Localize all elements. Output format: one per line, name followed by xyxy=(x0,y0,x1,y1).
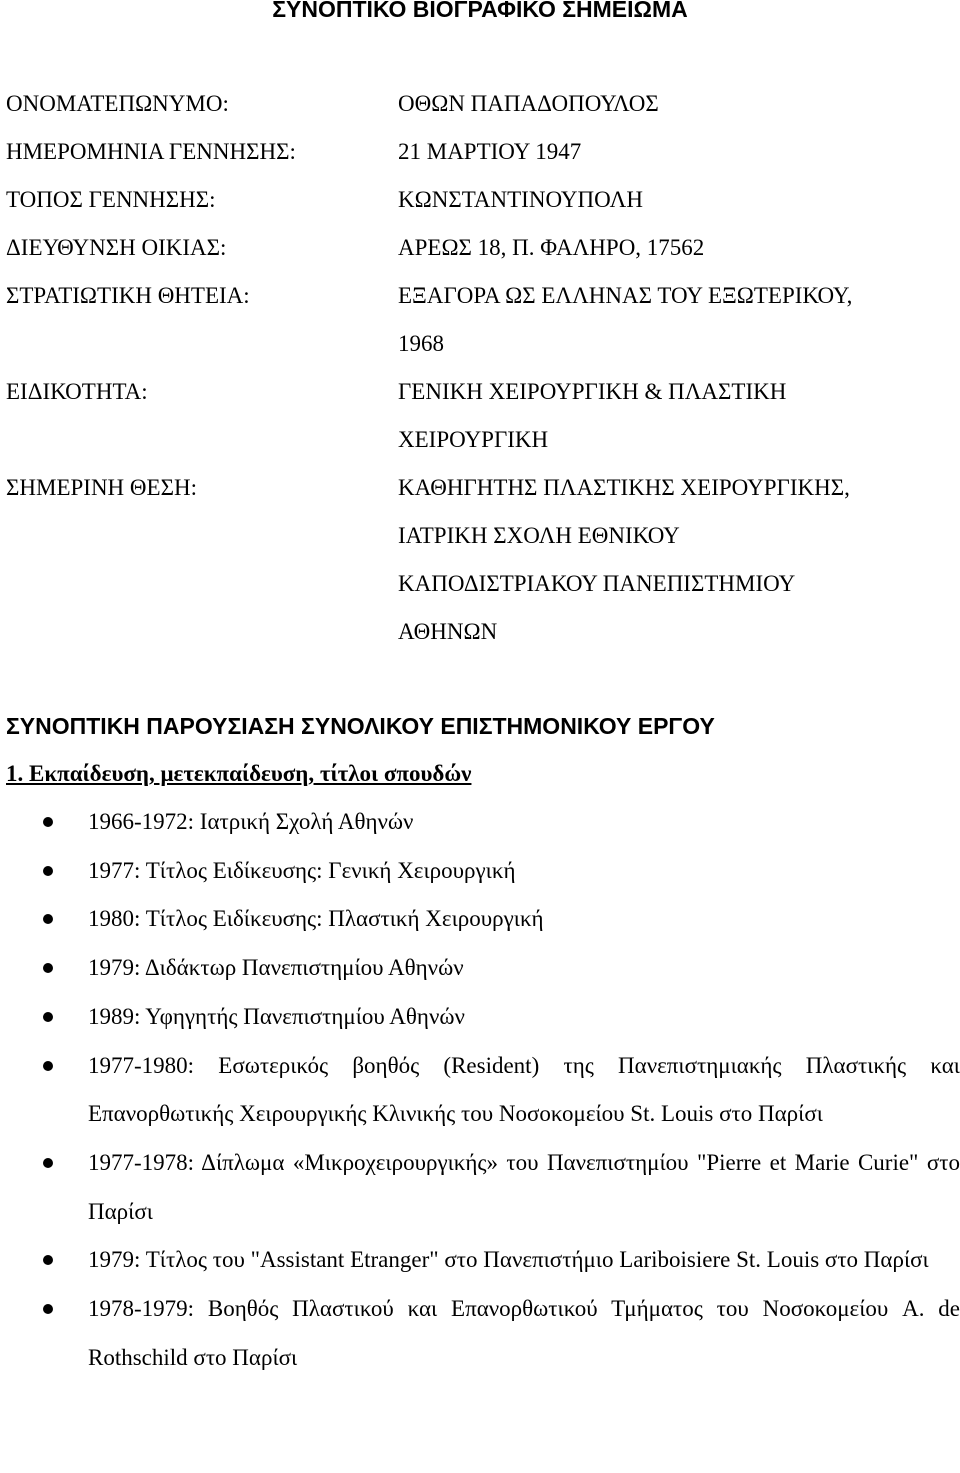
list-item-text: 1989: Υφηγητής Πανεπιστημίου Αθηνών xyxy=(88,1003,465,1029)
info-value xyxy=(398,368,958,464)
info-value-line: ΕΞΑΓΟΡΑ ΩΣ ΕΛΛΗΝΑΣ ΤΟΥ ΕΞΩΤΕΡΙΚΟΥ, xyxy=(398,283,853,308)
info-value xyxy=(398,128,958,176)
list-item xyxy=(0,1042,960,1139)
info-value-line: ΑΘΗΝΩΝ xyxy=(398,619,498,644)
bullet-icon xyxy=(43,1012,53,1022)
education-list xyxy=(0,798,960,1382)
info-value-line: ΧΕΙΡΟΥΡΓΙΚΗ xyxy=(398,427,549,452)
bullet-icon xyxy=(43,1061,53,1071)
bullet-icon xyxy=(43,914,53,924)
list-item-text: 1977-1980: Εσωτερικός βοηθός (Resident) της Πανεπιστημιακής Πλαστικής και Επανορθωτικής Χειρουργικής Κλινικής του Νοσοκομείου St. Louis στο Παρίσι xyxy=(88,1052,960,1127)
info-value-line: ΚΑΠΟΔΙΣΤΡΙΑΚΟΥ ΠΑΝΕΠΙΣΤΗΜΙΟΥ xyxy=(398,571,796,596)
info-label: ΔΙΕΥΘΥΝΣΗ ΟΙΚΙΑΣ: xyxy=(6,235,227,260)
list-item xyxy=(0,1285,960,1382)
bullet-icon xyxy=(43,817,53,827)
info-label: ΕΙΔΙΚΟΤΗΤΑ: xyxy=(6,379,148,404)
list-item xyxy=(0,847,960,896)
info-label: ΟΝΟΜΑΤΕΠΩΝΥΜΟ: xyxy=(6,91,229,116)
info-value-line: 1968 xyxy=(398,331,444,356)
info-value xyxy=(398,272,958,368)
bullet-icon xyxy=(43,963,53,973)
info-value-line: ΟΘΩΝ ΠΑΠΑΔΟΠΟΥΛΟΣ xyxy=(398,91,659,116)
subsection-title: 1. Εκπαίδευση, μετεκπαίδευση, τίτλοι σπουδών xyxy=(6,761,472,786)
info-value-line: ΑΡΕΩΣ 18, Π. ΦΑΛΗΡΟ, 17562 xyxy=(398,235,705,260)
info-label: ΤΟΠΟΣ ΓΕΝΝΗΣΗΣ: xyxy=(6,187,216,212)
info-value xyxy=(398,176,958,224)
list-item-text: 1977-1978: Δίπλωμα «Μικροχειρουργικής» του Πανεπιστημίου "Pierre et Marie Curie" στο Παρίσι xyxy=(88,1149,960,1224)
info-value xyxy=(398,80,958,128)
bullet-icon xyxy=(43,1255,53,1265)
list-item xyxy=(0,993,960,1042)
document-title: ΣΥΝΟΠΤΙΚΟ ΒΙΟΓΡΑΦΙΚΟ ΣΗΜΕΙΩΜΑ xyxy=(272,0,688,22)
info-value-line: ΚΑΘΗΓΗΤΗΣ ΠΛΑΣΤΙΚΗΣ ΧΕΙΡΟΥΡΓΙΚΗΣ, xyxy=(398,475,850,500)
list-item xyxy=(0,1236,960,1285)
list-item xyxy=(0,895,960,944)
bullet-icon xyxy=(43,1158,53,1168)
list-item-text: 1966-1972: Ιατρική Σχολή Αθηνών xyxy=(88,809,414,834)
info-value xyxy=(398,464,958,656)
info-label: ΣΗΜΕΡΙΝΗ ΘΕΣΗ: xyxy=(6,475,197,500)
info-value xyxy=(398,224,958,272)
list-item xyxy=(0,798,960,847)
section-title: ΣΥΝΟΠΤΙΚΗ ΠΑΡΟΥΣΙΑΣΗ ΣΥΝΟΛΙΚΟΥ ΕΠΙΣΤΗΜΟΝΙΚΟΥ ΕΡΓΟΥ xyxy=(6,713,715,739)
list-item-text: 1979: Διδάκτωρ Πανεπιστημίου Αθηνών xyxy=(88,955,464,981)
list-item xyxy=(0,1139,960,1236)
info-value-line: ΓΕΝΙΚΗ ΧΕΙΡΟΥΡΓΙΚΗ & ΠΛΑΣΤΙΚΗ xyxy=(398,379,787,404)
list-item-text: 1980: Τίτλος Ειδίκευσης: Πλαστική Χειρουργική xyxy=(88,906,544,932)
info-label: ΗΜΕΡΟΜΗΝΙΑ ΓΕΝΝΗΣΗΣ: xyxy=(6,139,296,164)
bullet-icon xyxy=(43,1304,53,1314)
info-label: ΣΤΡΑΤΙΩΤΙΚΗ ΘΗΤΕΙΑ: xyxy=(6,283,250,308)
list-item-text: 1979: Τίτλος του "Assistant Etranger" στο Πανεπιστήμιο Lariboisiere St. Louis στο Παρίσι xyxy=(88,1247,929,1273)
info-value-line: ΙΑΤΡΙΚΗ ΣΧΟΛΗ ΕΘΝΙΚΟΥ xyxy=(398,523,680,548)
list-item xyxy=(0,944,960,993)
info-value-line: ΚΩΝΣΤΑΝΤΙΝΟΥΠΟΛΗ xyxy=(398,187,643,212)
list-item-text: 1978-1979: Βοηθός Πλαστικού και Επανορθωτικού Τμήματος του Νοσοκομείου A. de Rothschild στο Παρίσι xyxy=(88,1296,960,1370)
list-item-text: 1977: Τίτλος Ειδίκευσης: Γενική Χειρουργική xyxy=(88,857,516,883)
info-value-line: 21 ΜΑΡΤΙΟΥ 1947 xyxy=(398,139,582,164)
bullet-icon xyxy=(43,866,53,876)
